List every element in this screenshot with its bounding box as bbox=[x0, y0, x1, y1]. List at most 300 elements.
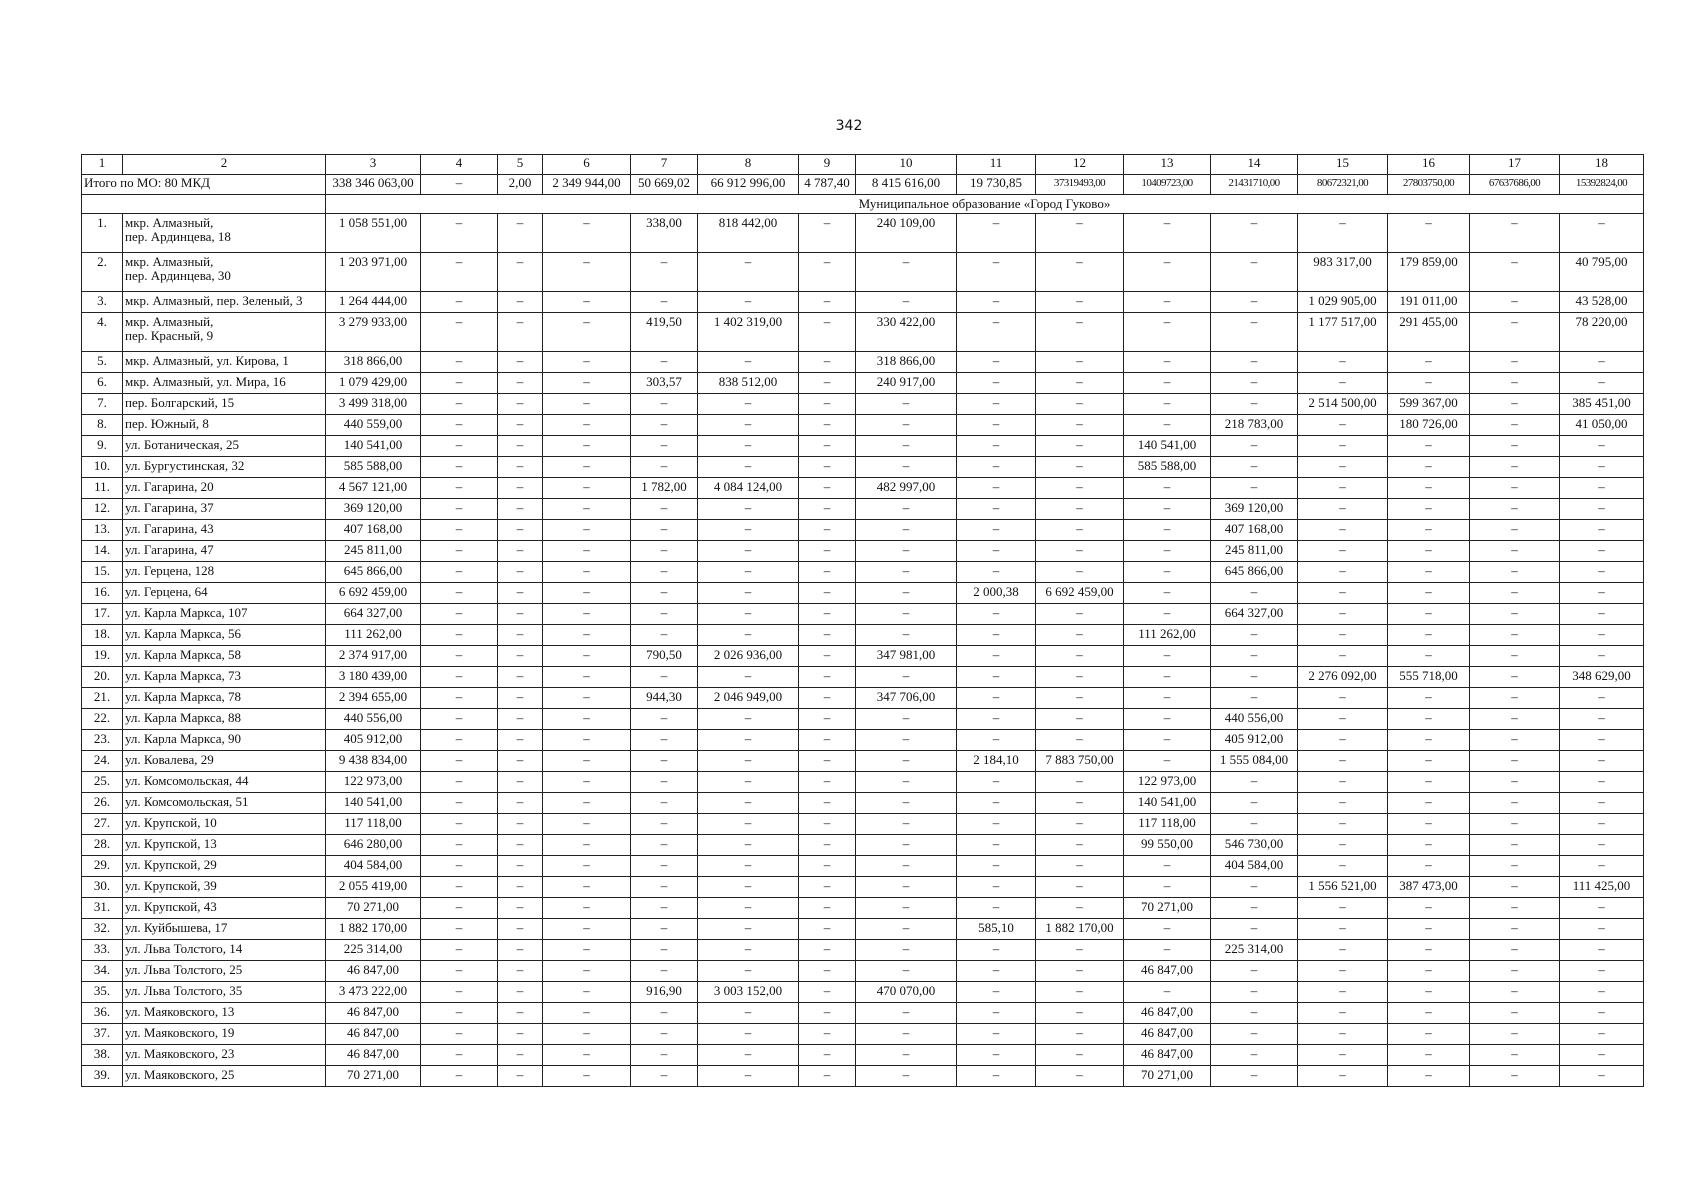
value-cell: – bbox=[631, 352, 698, 373]
value-cell: – bbox=[1036, 394, 1124, 415]
value-cell: – bbox=[421, 688, 498, 709]
value-cell: – bbox=[799, 562, 856, 583]
value-cell: – bbox=[1036, 688, 1124, 709]
row-index: 33. bbox=[82, 940, 123, 961]
value-cell: – bbox=[856, 1066, 957, 1087]
value-cell: – bbox=[1470, 292, 1560, 313]
value-cell: – bbox=[1470, 214, 1560, 253]
value-cell: – bbox=[1560, 520, 1644, 541]
value-cell: – bbox=[1298, 352, 1388, 373]
value-cell: – bbox=[1036, 982, 1124, 1003]
value-cell: – bbox=[1298, 646, 1388, 667]
value-cell: – bbox=[498, 1003, 543, 1024]
value-cell: 470 070,00 bbox=[856, 982, 957, 1003]
value-cell: – bbox=[498, 1024, 543, 1045]
value-cell: – bbox=[856, 436, 957, 457]
value-cell: – bbox=[421, 1003, 498, 1024]
value-cell: – bbox=[957, 730, 1036, 751]
value-cell: – bbox=[1124, 982, 1211, 1003]
row-index: 21. bbox=[82, 688, 123, 709]
row-index: 37. bbox=[82, 1024, 123, 1045]
value-cell: – bbox=[1298, 520, 1388, 541]
value-cell: – bbox=[498, 940, 543, 961]
value-cell: – bbox=[1211, 1024, 1298, 1045]
value-cell: – bbox=[1298, 856, 1388, 877]
value-cell: – bbox=[856, 1003, 957, 1024]
row-index: 36. bbox=[82, 1003, 123, 1024]
value-cell: – bbox=[1124, 394, 1211, 415]
value-cell: – bbox=[1388, 583, 1470, 604]
value-cell: – bbox=[1470, 688, 1560, 709]
value-cell: – bbox=[698, 253, 799, 292]
value-cell: – bbox=[498, 436, 543, 457]
table-row bbox=[82, 919, 1644, 940]
value-cell: – bbox=[1560, 919, 1644, 940]
value-cell: – bbox=[421, 292, 498, 313]
value-cell: – bbox=[543, 313, 631, 352]
value-cell: – bbox=[631, 1066, 698, 1087]
value-cell: – bbox=[498, 604, 543, 625]
value-cell: – bbox=[856, 772, 957, 793]
value-cell: – bbox=[698, 1003, 799, 1024]
value-cell: – bbox=[1036, 793, 1124, 814]
address-cell: ул. Карла Маркса, 73 bbox=[123, 667, 326, 688]
value-cell: – bbox=[698, 961, 799, 982]
value-cell: 585 588,00 bbox=[1124, 457, 1211, 478]
value-cell: – bbox=[799, 667, 856, 688]
value-cell: – bbox=[856, 457, 957, 478]
value-cell: – bbox=[1388, 478, 1470, 499]
value-cell: – bbox=[1298, 541, 1388, 562]
table-row bbox=[82, 709, 1644, 730]
value-cell: – bbox=[698, 1045, 799, 1066]
value-cell: – bbox=[799, 313, 856, 352]
value-cell: 2 374 917,00 bbox=[326, 646, 421, 667]
value-cell: 41 050,00 bbox=[1560, 415, 1644, 436]
value-cell: – bbox=[1388, 793, 1470, 814]
value-cell: – bbox=[421, 1024, 498, 1045]
value-cell: – bbox=[799, 214, 856, 253]
value-cell: – bbox=[799, 1045, 856, 1066]
table-row bbox=[82, 835, 1644, 856]
value-cell: – bbox=[498, 793, 543, 814]
value-cell: – bbox=[856, 709, 957, 730]
value-cell: – bbox=[1211, 982, 1298, 1003]
value-cell: – bbox=[1211, 1003, 1298, 1024]
table-row bbox=[82, 688, 1644, 709]
value-cell: – bbox=[1470, 415, 1560, 436]
address-cell: ул. Бургустинская, 32 bbox=[123, 457, 326, 478]
value-cell: – bbox=[1211, 877, 1298, 898]
value-cell: 245 811,00 bbox=[326, 541, 421, 562]
value-cell: 2 394 655,00 bbox=[326, 688, 421, 709]
address-cell: ул. Ковалева, 29 bbox=[123, 751, 326, 772]
value-cell: 180 726,00 bbox=[1388, 415, 1470, 436]
value-cell: – bbox=[421, 856, 498, 877]
value-cell: – bbox=[957, 373, 1036, 394]
value-cell: – bbox=[1560, 499, 1644, 520]
value-cell: – bbox=[631, 709, 698, 730]
value-cell: – bbox=[1298, 730, 1388, 751]
value-cell: – bbox=[421, 709, 498, 730]
value-cell: 818 442,00 bbox=[698, 214, 799, 253]
row-index: 15. bbox=[82, 562, 123, 583]
address-cell: ул. Льва Толстого, 14 bbox=[123, 940, 326, 961]
value-cell: – bbox=[543, 814, 631, 835]
value-cell: – bbox=[957, 541, 1036, 562]
value-cell: – bbox=[1124, 478, 1211, 499]
value-cell: 70 271,00 bbox=[326, 898, 421, 919]
value-cell: – bbox=[543, 394, 631, 415]
value-cell: 1 264 444,00 bbox=[326, 292, 421, 313]
value-cell: – bbox=[1560, 940, 1644, 961]
value-cell: – bbox=[799, 919, 856, 940]
value-cell: – bbox=[1211, 646, 1298, 667]
value-cell: – bbox=[1388, 541, 1470, 562]
value-cell: – bbox=[1470, 583, 1560, 604]
value-cell: 645 866,00 bbox=[326, 562, 421, 583]
value-cell: – bbox=[498, 352, 543, 373]
row-index: 12. bbox=[82, 499, 123, 520]
value-cell: 46 847,00 bbox=[326, 1024, 421, 1045]
value-cell: – bbox=[1124, 688, 1211, 709]
value-cell: – bbox=[1560, 772, 1644, 793]
value-cell: – bbox=[498, 214, 543, 253]
value-cell: 240 917,00 bbox=[856, 373, 957, 394]
value-cell: – bbox=[1124, 730, 1211, 751]
value-cell: – bbox=[1036, 253, 1124, 292]
value-cell: – bbox=[1388, 604, 1470, 625]
value-cell: – bbox=[698, 814, 799, 835]
header-cell: 14 bbox=[1211, 155, 1298, 175]
header-cell: 1 bbox=[82, 155, 123, 175]
value-cell: – bbox=[631, 961, 698, 982]
address-cell: ул. Маяковского, 23 bbox=[123, 1045, 326, 1066]
value-cell: 6 692 459,00 bbox=[326, 583, 421, 604]
value-cell: 546 730,00 bbox=[1211, 835, 1298, 856]
row-index: 9. bbox=[82, 436, 123, 457]
value-cell: 111 262,00 bbox=[326, 625, 421, 646]
value-cell: – bbox=[957, 478, 1036, 499]
value-cell: – bbox=[957, 772, 1036, 793]
value-cell: 482 997,00 bbox=[856, 478, 957, 499]
value-cell: 318 866,00 bbox=[326, 352, 421, 373]
address-cell: ул. Гагарина, 20 bbox=[123, 478, 326, 499]
value-cell: 140 541,00 bbox=[1124, 793, 1211, 814]
value-cell: 1 029 905,00 bbox=[1298, 292, 1388, 313]
value-cell: – bbox=[1211, 898, 1298, 919]
value-cell: – bbox=[631, 793, 698, 814]
value-cell: – bbox=[1298, 457, 1388, 478]
total-cell: 338 346 063,00 bbox=[326, 175, 421, 195]
value-cell: – bbox=[1124, 667, 1211, 688]
value-cell: – bbox=[631, 436, 698, 457]
header-cell: 18 bbox=[1560, 155, 1644, 175]
row-index: 13. bbox=[82, 520, 123, 541]
value-cell: – bbox=[698, 604, 799, 625]
value-cell: – bbox=[543, 457, 631, 478]
value-cell: – bbox=[698, 436, 799, 457]
value-cell: – bbox=[1388, 688, 1470, 709]
address-cell: ул. Комсомольская, 51 bbox=[123, 793, 326, 814]
value-cell: – bbox=[1388, 352, 1470, 373]
value-cell: – bbox=[498, 415, 543, 436]
value-cell: 555 718,00 bbox=[1388, 667, 1470, 688]
table-row bbox=[82, 562, 1644, 583]
value-cell: – bbox=[1036, 562, 1124, 583]
value-cell: – bbox=[421, 835, 498, 856]
value-cell: – bbox=[421, 751, 498, 772]
value-cell: 405 912,00 bbox=[326, 730, 421, 751]
value-cell: – bbox=[1211, 583, 1298, 604]
value-cell: – bbox=[631, 751, 698, 772]
value-cell: – bbox=[543, 1024, 631, 1045]
value-cell: 179 859,00 bbox=[1388, 253, 1470, 292]
value-cell: – bbox=[421, 415, 498, 436]
total-cell: 27803750,00 bbox=[1388, 175, 1470, 195]
value-cell: – bbox=[957, 436, 1036, 457]
header-cell: 13 bbox=[1124, 155, 1211, 175]
table-row bbox=[82, 1003, 1644, 1024]
table-row bbox=[82, 415, 1644, 436]
value-cell: – bbox=[1560, 709, 1644, 730]
value-cell: – bbox=[421, 625, 498, 646]
row-index: 7. bbox=[82, 394, 123, 415]
value-cell: – bbox=[1298, 373, 1388, 394]
value-cell: – bbox=[421, 478, 498, 499]
value-cell: – bbox=[1388, 856, 1470, 877]
value-cell: – bbox=[957, 313, 1036, 352]
value-cell: – bbox=[421, 919, 498, 940]
total-cell: 50 669,02 bbox=[631, 175, 698, 195]
value-cell: – bbox=[543, 982, 631, 1003]
value-cell: – bbox=[1470, 457, 1560, 478]
value-cell: 2 276 092,00 bbox=[1298, 667, 1388, 688]
value-cell: – bbox=[1124, 520, 1211, 541]
table-row bbox=[82, 772, 1644, 793]
address-cell: мкр. Алмазный, пер. Ардинцева, 30 bbox=[123, 253, 326, 292]
table-row bbox=[82, 604, 1644, 625]
value-cell: – bbox=[856, 292, 957, 313]
value-cell: – bbox=[1298, 625, 1388, 646]
value-cell: – bbox=[1036, 814, 1124, 835]
total-cell: 66 912 996,00 bbox=[698, 175, 799, 195]
header-cell: 15 bbox=[1298, 155, 1388, 175]
header-cell: 16 bbox=[1388, 155, 1470, 175]
value-cell: – bbox=[1211, 457, 1298, 478]
address-cell: ул. Карла Маркса, 56 bbox=[123, 625, 326, 646]
value-cell: – bbox=[1211, 772, 1298, 793]
value-cell: – bbox=[498, 898, 543, 919]
value-cell: 111 425,00 bbox=[1560, 877, 1644, 898]
value-cell: – bbox=[856, 898, 957, 919]
value-cell: 2 000,38 bbox=[957, 583, 1036, 604]
value-cell: – bbox=[631, 1024, 698, 1045]
value-cell: – bbox=[543, 877, 631, 898]
value-cell: 330 422,00 bbox=[856, 313, 957, 352]
value-cell: 191 011,00 bbox=[1388, 292, 1470, 313]
value-cell: – bbox=[1036, 457, 1124, 478]
table-row bbox=[82, 730, 1644, 751]
value-cell: – bbox=[957, 520, 1036, 541]
value-cell: – bbox=[1298, 415, 1388, 436]
value-cell: 111 262,00 bbox=[1124, 625, 1211, 646]
value-cell: – bbox=[1036, 961, 1124, 982]
value-cell: – bbox=[1388, 520, 1470, 541]
value-cell: – bbox=[1560, 730, 1644, 751]
value-cell: 387 473,00 bbox=[1388, 877, 1470, 898]
value-cell: – bbox=[799, 814, 856, 835]
value-cell: – bbox=[421, 940, 498, 961]
value-cell: – bbox=[1560, 604, 1644, 625]
value-cell: – bbox=[957, 814, 1036, 835]
value-cell: – bbox=[543, 604, 631, 625]
value-cell: 140 541,00 bbox=[1124, 436, 1211, 457]
value-cell: – bbox=[957, 1003, 1036, 1024]
value-cell: – bbox=[799, 730, 856, 751]
value-cell: – bbox=[856, 625, 957, 646]
row-index: 4. bbox=[82, 313, 123, 352]
value-cell: – bbox=[631, 625, 698, 646]
value-cell: – bbox=[1388, 1024, 1470, 1045]
value-cell: – bbox=[1470, 835, 1560, 856]
value-cell: – bbox=[957, 898, 1036, 919]
value-cell: – bbox=[1298, 583, 1388, 604]
value-cell: – bbox=[421, 982, 498, 1003]
value-cell: – bbox=[957, 667, 1036, 688]
value-cell: 46 847,00 bbox=[326, 1003, 421, 1024]
table-row bbox=[82, 1066, 1644, 1087]
header-cell: 2 bbox=[123, 155, 326, 175]
value-cell: – bbox=[856, 499, 957, 520]
address-cell: ул. Маяковского, 19 bbox=[123, 1024, 326, 1045]
value-cell: – bbox=[698, 940, 799, 961]
value-cell: – bbox=[1470, 1045, 1560, 1066]
value-cell: – bbox=[1388, 436, 1470, 457]
table-row bbox=[82, 394, 1644, 415]
value-cell: – bbox=[1298, 898, 1388, 919]
value-cell: – bbox=[1036, 877, 1124, 898]
table-row bbox=[82, 793, 1644, 814]
value-cell: – bbox=[1470, 373, 1560, 394]
value-cell: – bbox=[957, 253, 1036, 292]
value-cell: – bbox=[1470, 730, 1560, 751]
municipality-title: Муниципальное образование «Город Гуково» bbox=[326, 195, 1644, 214]
value-cell: – bbox=[1388, 835, 1470, 856]
value-cell: – bbox=[856, 793, 957, 814]
value-cell: – bbox=[1560, 457, 1644, 478]
value-cell: – bbox=[1298, 751, 1388, 772]
value-cell: – bbox=[498, 478, 543, 499]
value-cell: – bbox=[1470, 772, 1560, 793]
value-cell: – bbox=[799, 253, 856, 292]
value-cell: – bbox=[957, 394, 1036, 415]
address-cell: ул. Карла Маркса, 88 bbox=[123, 709, 326, 730]
value-cell: – bbox=[1124, 751, 1211, 772]
value-cell: – bbox=[498, 457, 543, 478]
value-cell: – bbox=[1470, 1066, 1560, 1087]
value-cell: – bbox=[631, 253, 698, 292]
value-cell: – bbox=[1124, 373, 1211, 394]
value-cell: – bbox=[543, 373, 631, 394]
value-cell: – bbox=[1388, 214, 1470, 253]
value-cell: 404 584,00 bbox=[1211, 856, 1298, 877]
table-row bbox=[82, 583, 1644, 604]
value-cell: – bbox=[1560, 541, 1644, 562]
value-cell: – bbox=[543, 730, 631, 751]
value-cell: – bbox=[1560, 1045, 1644, 1066]
value-cell: – bbox=[799, 373, 856, 394]
value-cell: – bbox=[421, 436, 498, 457]
total-cell: 67637686,00 bbox=[1470, 175, 1560, 195]
value-cell: – bbox=[1388, 709, 1470, 730]
row-index: 27. bbox=[82, 814, 123, 835]
value-cell: 46 847,00 bbox=[1124, 1024, 1211, 1045]
total-cell: 2 349 944,00 bbox=[543, 175, 631, 195]
value-cell: – bbox=[1388, 940, 1470, 961]
total-row bbox=[82, 175, 1644, 195]
value-cell: – bbox=[543, 415, 631, 436]
value-cell: – bbox=[957, 499, 1036, 520]
value-cell: – bbox=[1124, 583, 1211, 604]
value-cell: – bbox=[957, 793, 1036, 814]
header-cell: 10 bbox=[856, 155, 957, 175]
value-cell: – bbox=[631, 541, 698, 562]
value-cell: – bbox=[1388, 961, 1470, 982]
value-cell: – bbox=[498, 1066, 543, 1087]
value-cell: – bbox=[856, 520, 957, 541]
value-cell: – bbox=[1470, 961, 1560, 982]
value-cell: – bbox=[1560, 961, 1644, 982]
value-cell: – bbox=[957, 982, 1036, 1003]
value-cell: – bbox=[1124, 214, 1211, 253]
value-cell: – bbox=[543, 688, 631, 709]
value-cell: – bbox=[1298, 1003, 1388, 1024]
value-cell: 348 629,00 bbox=[1560, 667, 1644, 688]
value-cell: – bbox=[421, 793, 498, 814]
value-cell: – bbox=[799, 772, 856, 793]
table-row bbox=[82, 457, 1644, 478]
value-cell: – bbox=[957, 1066, 1036, 1087]
value-cell: – bbox=[1036, 1066, 1124, 1087]
value-cell: 46 847,00 bbox=[326, 961, 421, 982]
value-cell: – bbox=[1036, 625, 1124, 646]
value-cell: – bbox=[957, 457, 1036, 478]
value-cell: – bbox=[799, 520, 856, 541]
value-cell: – bbox=[698, 292, 799, 313]
value-cell: – bbox=[1470, 394, 1560, 415]
value-cell: – bbox=[1388, 898, 1470, 919]
value-cell: – bbox=[631, 394, 698, 415]
value-cell: – bbox=[1036, 1045, 1124, 1066]
value-cell: – bbox=[1560, 835, 1644, 856]
value-cell: – bbox=[1560, 688, 1644, 709]
address-cell: ул. Крупской, 13 bbox=[123, 835, 326, 856]
value-cell: – bbox=[698, 562, 799, 583]
value-cell: 790,50 bbox=[631, 646, 698, 667]
address-cell: ул. Льва Толстого, 25 bbox=[123, 961, 326, 982]
value-cell: 4 084 124,00 bbox=[698, 478, 799, 499]
value-cell: – bbox=[631, 877, 698, 898]
value-cell: 318 866,00 bbox=[856, 352, 957, 373]
value-cell: – bbox=[957, 292, 1036, 313]
value-cell: 70 271,00 bbox=[1124, 898, 1211, 919]
row-index: 24. bbox=[82, 751, 123, 772]
table-row bbox=[82, 814, 1644, 835]
row-index: 30. bbox=[82, 877, 123, 898]
row-index: 25. bbox=[82, 772, 123, 793]
value-cell: – bbox=[543, 751, 631, 772]
